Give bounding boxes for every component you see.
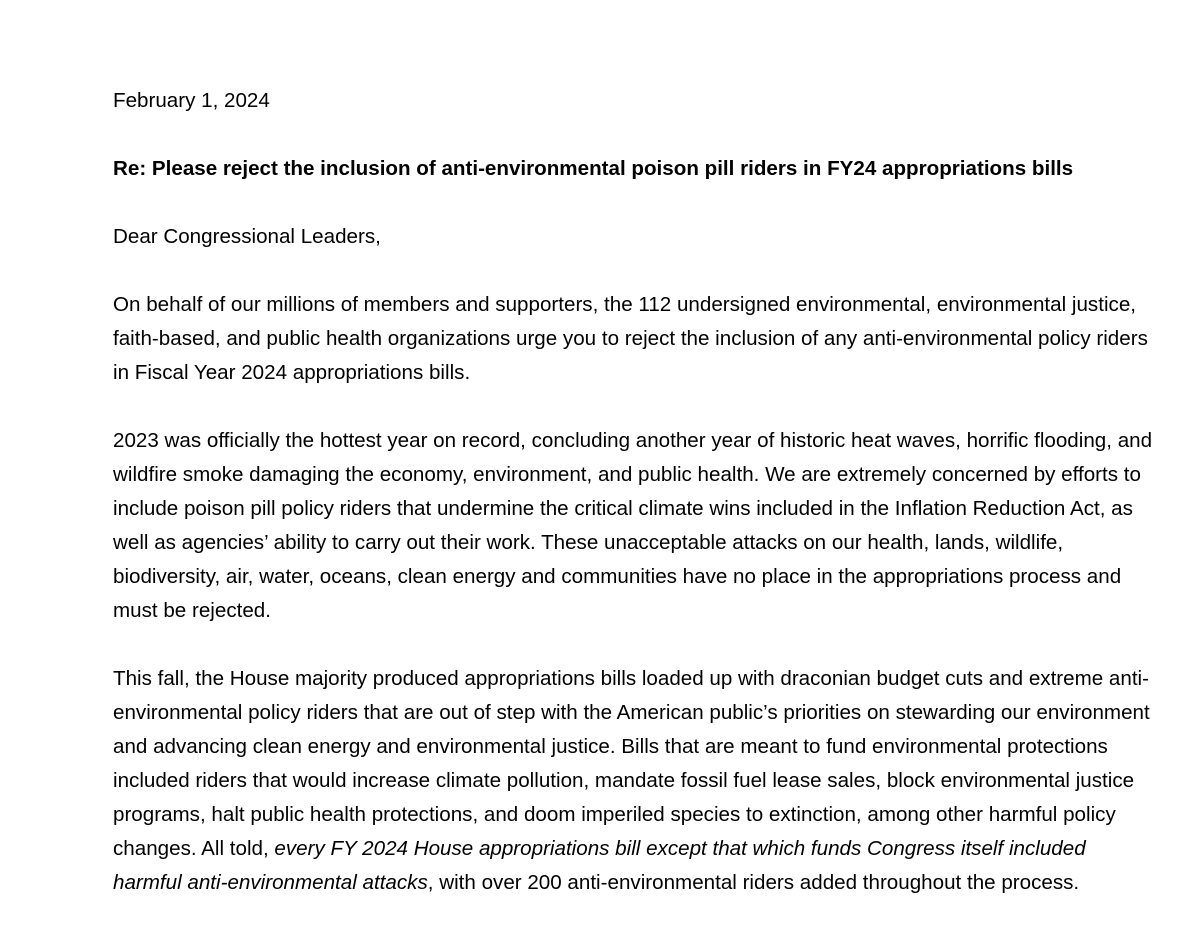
paragraph-hottest-year: 2023 was officially the hottest year on record, concluding another year of historic heat waves, horrific flooding, and wildfire smoke damaging the economy, environment, and public health. We are extremely concerned by efforts to include poison pill policy riders that undermine the critical climate wins included in the Inflation Reduction Act, as well as agencies’ ability to carry out their work. These unacceptable attacks on our health, lands, wildlife, biodiversity, air, water, oceans, clean energy and communities have no place in the appropriations process and must be rejected.	[113, 429, 1153, 622]
letter-subject: Re: Please reject the inclusion of anti-environmental poison pill riders in FY24 appropriations bills	[113, 157, 1074, 180]
paragraph-house-bills-ending: , with over 200 anti-environmental riders added throughout the process.	[427, 871, 1080, 894]
letter-salutation: Dear Congressional Leaders,	[113, 225, 381, 248]
letter-body	[113, 84, 1153, 934]
paragraph-house-bills	[113, 662, 1153, 900]
letter-date: February 1, 2024	[113, 89, 270, 112]
paragraph-house-bills-emphasis: every FY 2024 House appropriations bill except that which funds Congress itself included harmful anti-environmental attacks	[113, 837, 1086, 894]
paragraph-house-bills-text: This fall, the House majority produced appropriations bills loaded up with draconian budget cuts and extreme anti-environmental policy riders that are out of step with the American public’s priorities on stewarding our environment and advancing clean energy and environmental justice. Bills that are meant to fund environmental protections included riders that would increase climate pollution, mandate fossil fuel lease sales, block environmental justice programs, halt public health protections, and doom imperiled species to extinction, among other harmful policy changes. All told,	[113, 667, 1150, 860]
paragraph-members-urge: On behalf of our millions of members and supporters, the 112 undersigned environmental, environmental justice, faith-based, and public health organizations urge you to reject the inclusion of any anti-environmental policy riders in Fiscal Year 2024 appropriations bills.	[113, 293, 1148, 384]
